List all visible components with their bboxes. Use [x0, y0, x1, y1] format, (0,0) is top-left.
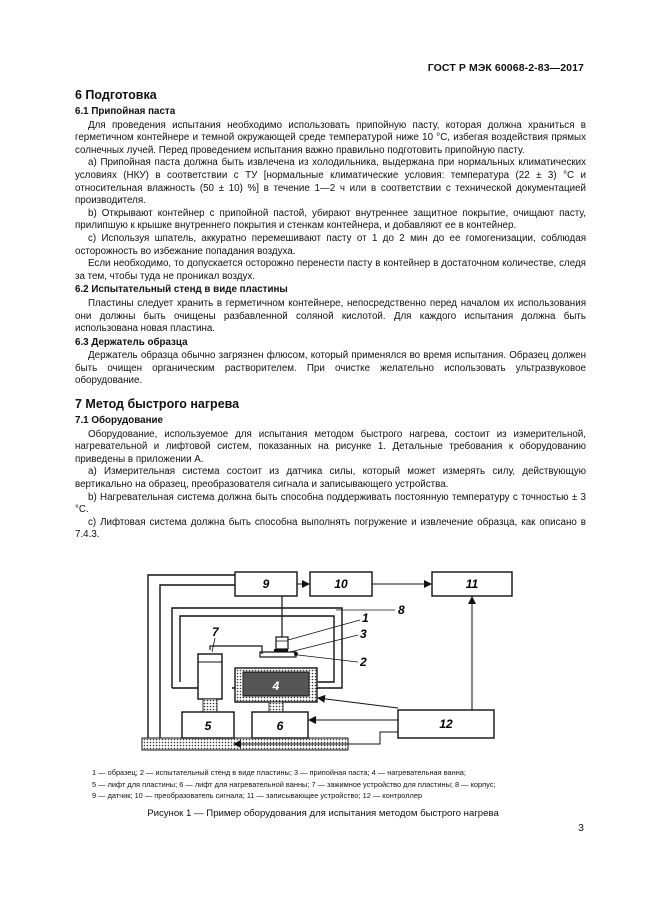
label-7: 7 [212, 625, 219, 639]
standard-header: ГОСТ Р МЭК 60068-2-83—2017 [427, 62, 584, 74]
clamp-device [198, 654, 222, 699]
paragraph: a) Измерительная система состоит из датчика силы, который может измерять силу, действующую вертикально на образец, преобразователя сигнала и записывающего устройства. [75, 466, 586, 491]
paragraph: c) Лифтовая система должна быть способна выполнять погружение и извлечение образца, как описано в 7.4.3. [75, 516, 586, 541]
paragraph: Оборудование, используемое для испытания методом быстрого нагрева, состоит из измерительной, нагревательной и лифтовой систем, показанных на рисунке 1. Детальные требования к оборудованию приведены в приложении А. [75, 428, 586, 465]
label-6: 6 [276, 719, 284, 733]
paragraph: Пластины следует хранить в герметичном контейнере, непосредственно перед началом их использования они должны быть очищены разбавленной соляной кислотой. Для каждого испытания должна быть использована новая пластина. [75, 297, 586, 335]
paragraph: c) Используя шпатель, аккуратно перемешивают пасту от 1 до 2 мин до ее гомогенизации, соблюдая осторожность во избежание попадания воздуха. [75, 232, 586, 257]
section-6-2-title: 6.2 Испытательный стенд в виде пластины [75, 284, 288, 296]
section-6-title: 6 Подготовка [75, 88, 157, 102]
legend-line: 9 — датчик; 10 — преобразователь сигнала; 11 — записывающее устройство; 12 — контроллер [92, 791, 423, 801]
paragraph: Если необходимо, то допускается осторожно перенести пасту в контейнер в достаточном количестве, следя за тем, чтобы туда не проникал воздух. [75, 258, 586, 282]
leader-3 [290, 635, 358, 652]
test-plate [260, 652, 296, 657]
section-6-3-title: 6.3 Держатель образца [75, 336, 188, 348]
label-9: 9 [262, 577, 270, 591]
page-number: 3 [578, 822, 584, 834]
legend-line: 1 — образец; 2 — испытательный стенд в виде пластины; 3 — припойная паста; 4 — нагревательная ванна; [92, 768, 466, 777]
figure-legend [92, 767, 580, 802]
sample [276, 637, 288, 649]
label-4: 4 [272, 679, 280, 693]
section-7-1-title: 7.1 Оборудование [75, 415, 163, 427]
paragraph: b) Нагревательная система должна быть способна поддерживать постоянную температуру с точностью ± 3 °С. [75, 491, 586, 516]
paragraph: Держатель образца обычно загрязнен флюсом, который применялся во время испытания. Образец должен быть очищен органическим растворителем. При очистке желательно использовать ультразвуковое оборудование. [75, 350, 586, 387]
clamp-arm [210, 646, 262, 654]
arrow-12-4 [318, 698, 398, 708]
label-1: 1 [362, 611, 369, 625]
equipment-diagram [140, 570, 520, 760]
leader-7 [212, 638, 215, 652]
section-6-1-title: 6.1 Припойная паста [75, 106, 176, 117]
leader-2 [298, 655, 358, 662]
section-7-title: 7 Метод быстрого нагрева [75, 397, 240, 412]
legend-line: 5 — лифт для пластины; 6 — лифт для нагревательной ванны; 7 — зажимное устройство для пластины; 8 — корпус; [92, 779, 496, 789]
label-10: 10 [334, 577, 348, 591]
solder-paste [274, 649, 288, 652]
plate-dot [294, 652, 298, 656]
label-11: 11 [465, 577, 479, 591]
label-12: 12 [439, 717, 453, 731]
lift-shaft-5 [203, 699, 217, 712]
body-text [75, 86, 586, 542]
paragraph: Для проведения испытания необходимо использовать припойную пасту, которая должна храниться в герметичном контейнере и темной окружающей среде температурой ниже 10 °С, избегая воздействия прямых солнечных лучей. Перед проведением испытания важно правильно подготовить припойную пасту. [75, 119, 586, 156]
label-5: 5 [204, 719, 212, 733]
paragraph: b) Открывают контейнер с припойной пастой, убирают внутреннее защитное покрытие, очищают пасту, прилипшую к крышке внутреннего покрытия и стенкам контейнера, и добавляют ее в контейнер. [75, 207, 586, 232]
label-3: 3 [360, 627, 367, 641]
figure-caption: Рисунок 1 — Пример оборудования для испытания методом быстрого нагрева [147, 808, 499, 819]
label-2: 2 [360, 655, 367, 669]
lift-shaft-6 [269, 702, 283, 712]
label-8: 8 [398, 603, 405, 617]
paragraph: a) Припойная паста должна быть извлечена из холодильника, выдержана при нормальных климатических условиях (НКУ) в соответствии с ТУ [нормальные климатические условия: температура (22 ± 3) °С и относительная влажность (50 ± 10) %] в течение 1—2 ч или в соответствии с технической документацией производителя. [75, 157, 586, 207]
